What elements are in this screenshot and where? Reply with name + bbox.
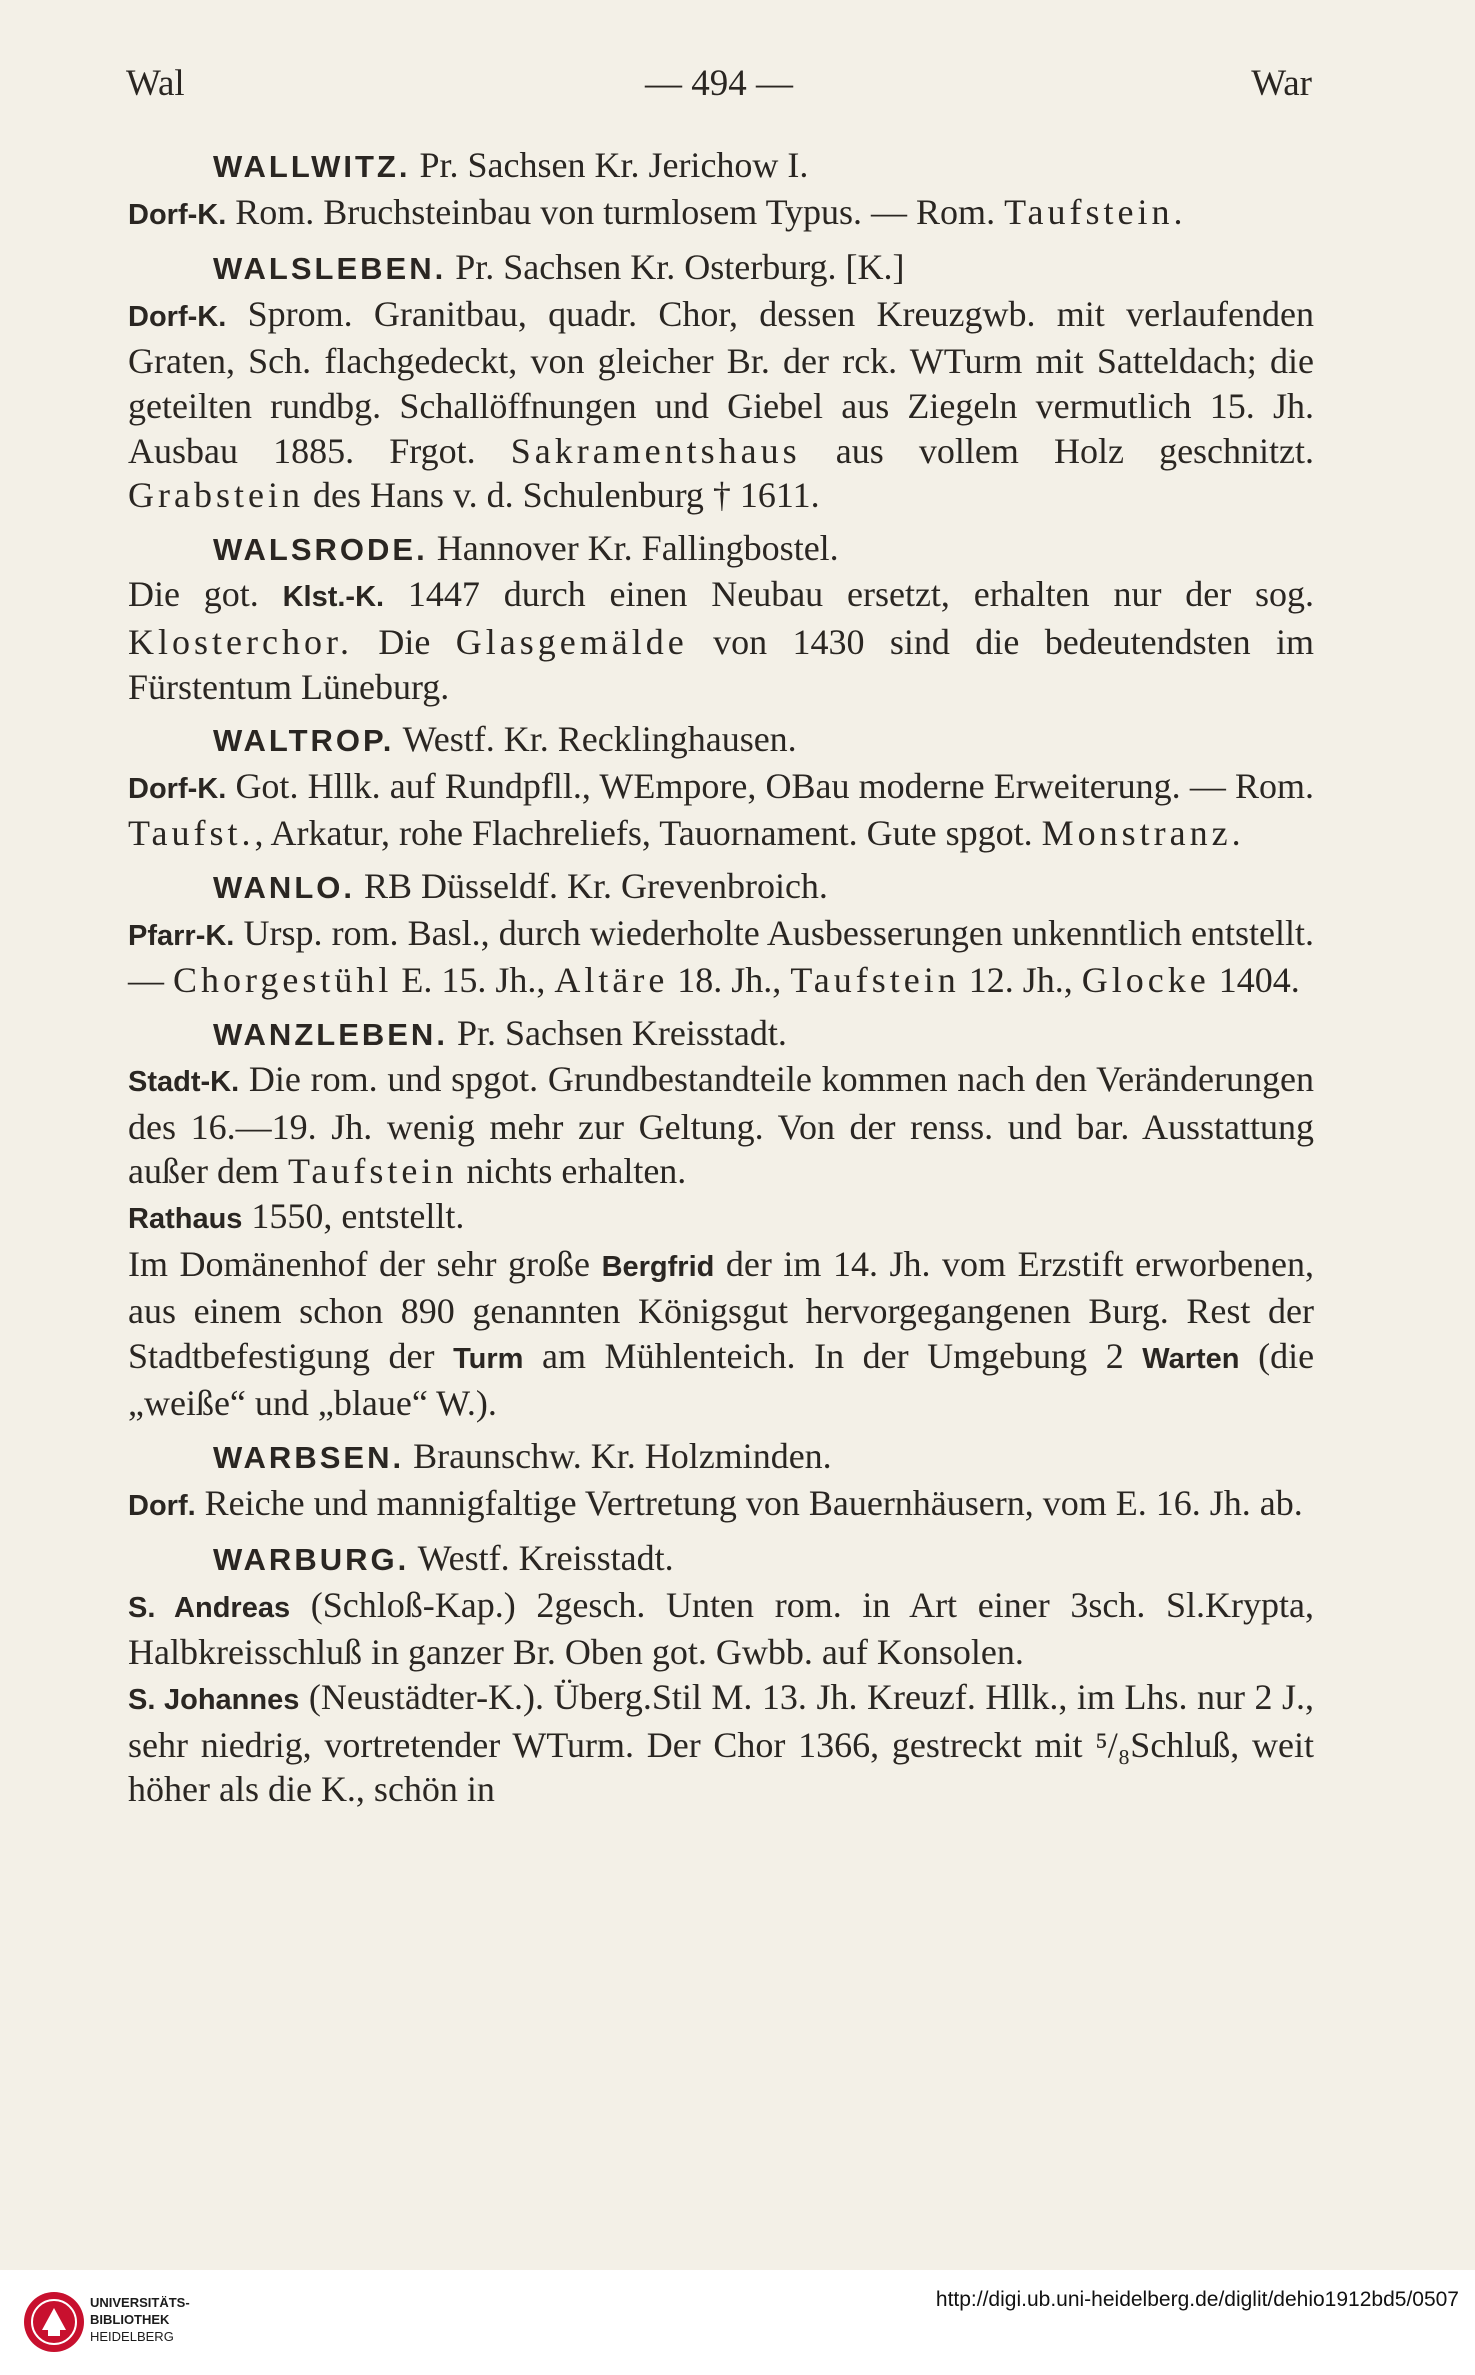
entry-heading: WARBURG. Westf. Kreisstadt. bbox=[213, 1538, 674, 1579]
entry-paragraph: Pfarr-K. Ursp. rom. Basl., durch wiederholte Ausbesserungen unkenntlich entstellt. — Chorgestühl E. 15. Jh., Altäre 18. Jh., Taufstein 12. Jh., Glocke 1404. bbox=[128, 912, 1314, 1001]
entry-paragraph: Im Domänenhof der sehr große Bergfrid der im 14. Jh. vom Erzstift erworbenen, aus einem schon 890 genannten Königsgut hervorgegangenen Burg. Rest der Stadtbefestigung der Turm am Mühlenteich. In der Umgebung 2 Warten (die „weiße“ und „blaue“ W.). bbox=[128, 1243, 1315, 1424]
page-number: — 494 — bbox=[645, 63, 793, 104]
source-url-link[interactable]: http://digi.ub.uni-heidelberg.de/diglit/dehio1912bd5/0507 bbox=[935, 2288, 1459, 2311]
university-seal-icon bbox=[22, 2290, 86, 2354]
entry-paragraph: S. Johannes (Neustädter-K.). Überg.Stil M. 13. Jh. Kreuzf. Hllk., im Lhs. nur 2 J., sehr niedrig, vortretender WTurm. Der Chor 1366, gestreckt mit ⁵/₈Schluß, weit höher als die K., schön in bbox=[128, 1677, 1314, 1810]
entry-heading: WANZLEBEN. Pr. Sachsen Kreisstadt. bbox=[213, 1012, 787, 1053]
entry-paragraph: Rathaus 1550, entstellt. bbox=[128, 1196, 465, 1237]
entry-paragraph: Dorf-K. Rom. Bruchsteinbau von turmlosem Typus. — Rom. Taufstein. bbox=[128, 191, 1187, 232]
entry-paragraph: Dorf-K. Sprom. Granitbau, quadr. Chor, dessen Kreuzgwb. mit verlaufenden Graten, Sch. flachgedeckt, von gleicher Br. der rck. WTurm mit Satteldach; die geteilten rundbg. Schallöffnungen und Giebel aus Ziegeln vermutlich 15. Jh. Ausbau 1885. Frgot. Sakramentshaus aus vollem Holz geschnitzt. Grabstein des Hans v. d. Schulenburg † 1611. bbox=[128, 293, 1315, 516]
header-right: War bbox=[1251, 63, 1312, 104]
entry-heading: WALTROP. Westf. Kr. Recklinghausen. bbox=[213, 719, 797, 760]
entry-heading: WALLWITZ. Pr. Sachsen Kr. Jerichow I. bbox=[213, 145, 809, 185]
entry-heading: WANLO. RB Düsseldf. Kr. Grevenbroich. bbox=[213, 865, 828, 906]
entry-paragraph: Dorf. Reiche und mannigfaltige Vertretung von Bauernhäusern, vom E. 16. Jh. ab. bbox=[128, 1482, 1303, 1523]
entry-heading: WALSRODE. Hannover Kr. Fallingbostel. bbox=[213, 527, 839, 568]
entry-paragraph: S. Andreas (Schloß-Kap.) 2gesch. Unten rom. in Art einer 3sch. Sl.Krypta, Halbkreisschluß in ganzer Br. Oben got. Gwbb. auf Konsolen. bbox=[128, 1584, 1315, 1673]
entry-paragraph: Stadt-K. Die rom. und spgot. Grundbestandteile kommen nach den Veränderungen des 16.—19. Jh. wenig mehr zur Geltung. Von der renss. und bar. Ausstattung außer dem Taufstein nichts erhalten. bbox=[128, 1059, 1314, 1192]
library-footer bbox=[0, 2270, 1475, 2375]
entry-heading: WALSLEBEN. Pr. Sachsen Kr. Osterburg. [K.] bbox=[213, 247, 905, 288]
library-name: UNIVERSITÄTS- BIBLIOTHEK HEIDELBERG bbox=[90, 2295, 190, 2344]
entry-paragraph: Die got. Klst.-K. 1447 durch einen Neubau ersetzt, erhalten nur der sog. Klosterchor. Die Glasgemälde von 1430 sind die bedeutendsten im Fürstentum Lüneburg. bbox=[128, 574, 1315, 707]
entry-heading: WARBSEN. Braunschw. Kr. Holzminden. bbox=[213, 1436, 832, 1477]
page-header bbox=[126, 62, 1312, 112]
header-left: Wal bbox=[126, 63, 185, 104]
body-text bbox=[128, 143, 1314, 1812]
entry-paragraph: Dorf-K. Got. Hllk. auf Rundpfll., WEmpore, OBau moderne Erweiterung. — Rom. Taufst., Arkatur, rohe Flachreliefs, Tauornament. Gute spgot. Monstranz. bbox=[128, 765, 1315, 854]
